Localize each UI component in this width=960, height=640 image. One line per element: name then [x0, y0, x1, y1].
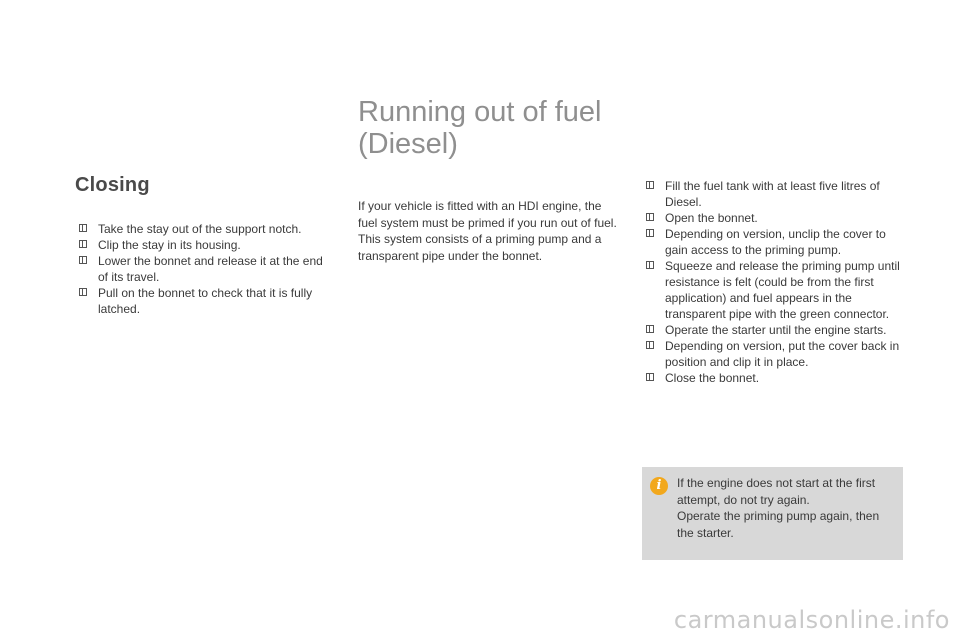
checkbox-icon [646, 181, 654, 189]
step-text: Depending on version, unclip the cover to gain access to the priming pump. [665, 227, 886, 257]
info-line-2: Operate the priming pump again, then the starter. [677, 509, 880, 540]
checkbox-icon [646, 325, 654, 333]
step-text: Lower the bonnet and release it at the end of its travel. [98, 254, 323, 284]
info-line-1: If the engine does not start at the first attempt, do not try again. [677, 476, 876, 507]
list-item [642, 226, 904, 258]
checkbox-icon [646, 229, 654, 237]
info-icon: i [650, 477, 668, 495]
step-text: Depending on version, put the cover back in position and clip it in place. [665, 339, 900, 369]
fuel-intro-section [358, 96, 618, 264]
page-title [358, 96, 618, 160]
list-item [642, 322, 904, 338]
closing-section [75, 174, 335, 317]
step-text: Open the bonnet. [665, 211, 758, 225]
list-item [642, 210, 904, 226]
checkbox-icon [79, 240, 87, 248]
checkbox-icon [646, 341, 654, 349]
step-text: Operate the starter until the engine starts. [665, 323, 887, 337]
list-item [642, 370, 904, 386]
step-text: Clip the stay in its housing. [98, 238, 241, 252]
closing-steps-list [75, 221, 335, 317]
fuel-steps-list [642, 178, 904, 386]
list-item [642, 338, 904, 370]
intro-paragraph-1: If your vehicle is fitted with an HDI engine, the fuel system must be primed if you run out of fuel. [358, 199, 617, 230]
checkbox-icon [79, 256, 87, 264]
title-line-2: (Diesel) [358, 128, 458, 160]
info-note [642, 467, 903, 560]
step-text: Take the stay out of the support notch. [98, 222, 302, 236]
list-item [75, 285, 335, 317]
checkbox-icon [646, 213, 654, 221]
checkbox-icon [646, 373, 654, 381]
checkbox-icon [646, 261, 654, 269]
step-text: Fill the fuel tank with at least five litres of Diesel. [665, 179, 880, 209]
step-text: Squeeze and release the priming pump until resistance is felt (could be from the first application) and fuel appears in the transparent pipe with the green connector. [665, 259, 900, 321]
list-item [642, 258, 904, 322]
list-item [75, 237, 335, 253]
title-line-1: Running out of fuel [358, 96, 602, 128]
list-item [75, 221, 335, 237]
intro-paragraph-2: This system consists of a priming pump and a transparent pipe under the bonnet. [358, 232, 602, 263]
fuel-steps-section [642, 178, 904, 386]
checkbox-icon [79, 224, 87, 232]
step-text: Close the bonnet. [665, 371, 760, 385]
checkbox-icon [79, 288, 87, 296]
step-text: Pull on the bonnet to check that it is fully latched. [98, 286, 313, 316]
closing-heading: Closing [75, 174, 150, 196]
watermark: carmanualsonline.info [673, 606, 950, 634]
list-item [642, 178, 904, 210]
info-note-text [677, 475, 892, 541]
list-item [75, 253, 335, 285]
